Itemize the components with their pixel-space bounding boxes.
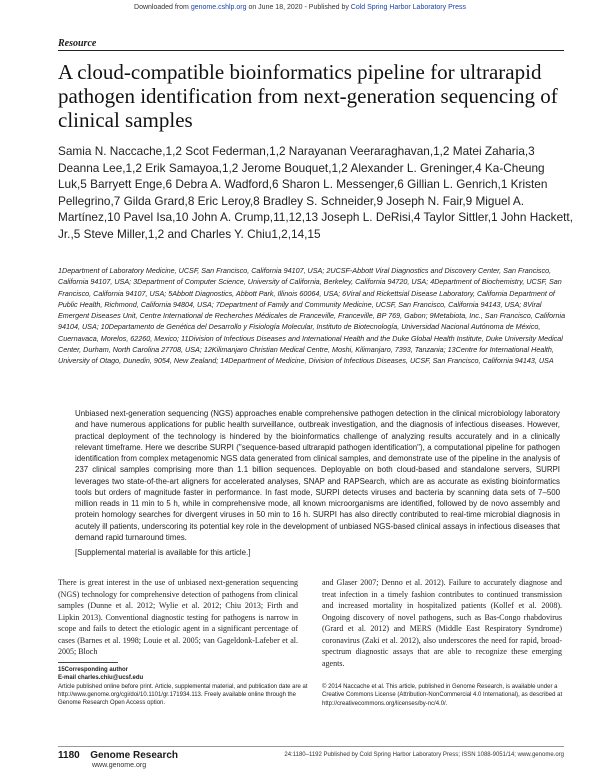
press-link[interactable]: Cold Spring Harbor Laboratory Press <box>350 4 466 11</box>
footnote-rule <box>58 662 118 663</box>
affiliations: 1Department of Laboratory Medicine, UCSF, San Francisco, California 94107, USA; 2UCSF-Abbott Viral Diagnostics and Discovery Center, San Francisco, California 94107, USA; 3Department of Computer Science, University of California, Berkeley, California 94720, USA; 4Department of Biochemistry, UCSF, San Francisco, California 94107, USA; 5Abbott Diagnostics, Abbott Park, Illinois 60064, USA; 6Viral and Rickettsial Disease Laboratory, California Department of Public Health, Richmond, California 94804, USA; 7Department of Family and Community Medicine, UCSF, San Francisco, California 94143, USA; 8Viral Emergent Diseases Unit, Centre International de Recherches Médicales de Franceville, Franceville, BP 769, Gabon; 9Metabiota, Inc., San Francisco, California 94104, USA; 10Departamento de Genética del Desarrollo y Fisiología Molecular, Instituto de Biotecnología, Universidad Nacional Autónoma de México, Cuernavaca, Morelos, 62260, Mexico; 11Division of Infectious Diseases and International Health and the Duke Global Health Institute, Duke University Medical Center, Durham, North Carolina 27708, USA; 12Kilimanjaro Christian Medical Centre, Moshi, Kilimanjaro, 7393, Tanzania; 13Centre for International Health, University of Otago, Dunedin, 9054, New Zealand; 14Department of Medicine, Division of Infectious Diseases, UCSF, San Francisco, California 94143, USA <box>58 266 566 366</box>
publication-info: 24:1180–1192 Published by Cold Spring Harbor Laboratory Press; ISSN 1088-9051/14; www.genome.org <box>284 752 564 758</box>
supplemental-note: [Supplemental material is available for this article.] <box>75 548 251 557</box>
download-banner <box>0 4 600 11</box>
header-rule <box>58 50 564 51</box>
abstract <box>75 408 560 558</box>
article-title: A cloud-compatible bioinformatics pipeline for ultrarapid pathogen identification from next-generation sequencing of clinical samples <box>58 60 558 132</box>
download-mid: on June 18, 2020 - Published by <box>246 4 351 11</box>
page-footer <box>58 750 564 769</box>
corresponding-email[interactable]: E-mail charles.chiu@ucsf.edu <box>58 675 144 682</box>
body-text-left: There is great interest in the use of unbiased next-generation sequencing (NGS) technology for comprehensive detection of pathogens from clinical samples (Dunne et al. 2012; Wylie et al. 2012; Chiu 2013; Firth and Lipkin 2013). Conventional diagnostic testing for pathogens is narrow in scope and fails to detect the etiologic agent in a significant percentage of cases (Barnes et al. 1998; Louie et al. 2005; van Gageldonk-Lafeber et al. 2005; Bloch <box>58 578 298 656</box>
corresponding-author-label: 15Corresponding author <box>58 667 129 673</box>
page-number: 1180 <box>58 750 80 761</box>
site-link[interactable]: genome.cshlp.org <box>190 4 247 11</box>
section-label: Resource <box>58 38 97 49</box>
abstract-text: Unbiased next-generation sequencing (NGS) approaches enable comprehensive pathogen detection in the clinical microbiology laboratory and have numerous applications for public health surveillance, outbreak investigation, and the diagnosis of infectious diseases. However, practical deployment of the technology is hindered by the bioinformatics challenge of analyzing results accurately and in a clinically relevant timeframe. Here we describe SURPI ("sequence-based ultrarapid pathogen identification"), a computational pipeline for pathogen identification from complex metagenomic NGS data generated from clinical samples, and demonstrate use of the pipeline in the analysis of 237 clinical samples comprising more than 1.1 billion sequences. Deployable on both cloud-based and standalone servers, SURPI leverages two state-of-the-art aligners for accelerated analyses, SNAP and RAPSearch, which are as accurate as existing bioinformatics tools but orders of magnitude faster in performance. In fast mode, SURPI detects viruses and bacteria by scanning data sets of 7–500 million reads in 11 min to 5 h, while in comprehensive mode, all known microorganisms are identified, followed by de novo assembly and protein homology searches for divergent viruses in 50 min to 16 h. SURPI has also directly contributed to real-time microbial diagnosis in acutely ill patients, underscoring its potential key role in the development of unbiased NGS-based clinical assays in infectious diseases that demand rapid turnaround times. <box>75 409 560 542</box>
download-prefix: Downloaded from <box>134 4 191 11</box>
footer-rule <box>58 746 564 747</box>
author-list: Samia N. Naccache,1,2 Scot Federman,1,2 Narayanan Veeraraghavan,1,2 Matei Zaharia,3 Deanna Lee,1,2 Erik Samayoa,1,2 Jerome Bouquet,1,2 Alexander L. Greninger,4 Ka-Cheung Luk,5 Barryett Enge,6 Debra A. Wadford,6 Sharon L. Messenger,6 Gillian L. Genrich,1 Kristen Pellegrino,7 Gilda Grard,8 Eric Leroy,8 Bradley S. Schneider,9 Joseph N. Fair,9 Miguel A. Martínez,10 Pavel Isa,10 John A. Crump,11,12,13 Joseph L. DeRisi,4 Taylor Sittler,1 John Hackett, Jr.,5 Steve Miller,1,2 and Charles Y. Chiu1,2,14,15 <box>58 144 573 241</box>
publication-note: Article published online before print. Article, supplemental material, and publication date are at http://www.genome.org/cgi/doi/10.1101/gr.171934.113. Freely available online through the Genome Research Open Access option. <box>58 683 308 707</box>
journal-name: Genome Research <box>90 750 179 761</box>
license-note: © 2014 Naccache et al. This article, published in Genome Research, is available under a Creative Commons License (Attribution-NonCommercial 4.0 International), as described at http://creativecommons.org/licenses/by-nc/4.0/. <box>322 684 563 707</box>
footnote-left <box>58 666 308 707</box>
journal-site: www.genome.org <box>92 762 147 769</box>
body-text-right: and Glaser 2007; Denno et al. 2012). Failure to accurately diagnose and treat infection in a timely fashion contributes to continued transmission and increased mortality in hospitalized patients (Kollef et al. 2008). Ongoing discovery of novel pathogens, such as Bas-Congo rhabdovirus (Grard et al. 2012) and MERS (Middle East Respiratory Syndrome) coronavirus (Zaki et al. 2012), also underscores the need for rapid, broad-spectrum diagnostic assays that are able to recognize these emerging agents. <box>322 578 562 668</box>
